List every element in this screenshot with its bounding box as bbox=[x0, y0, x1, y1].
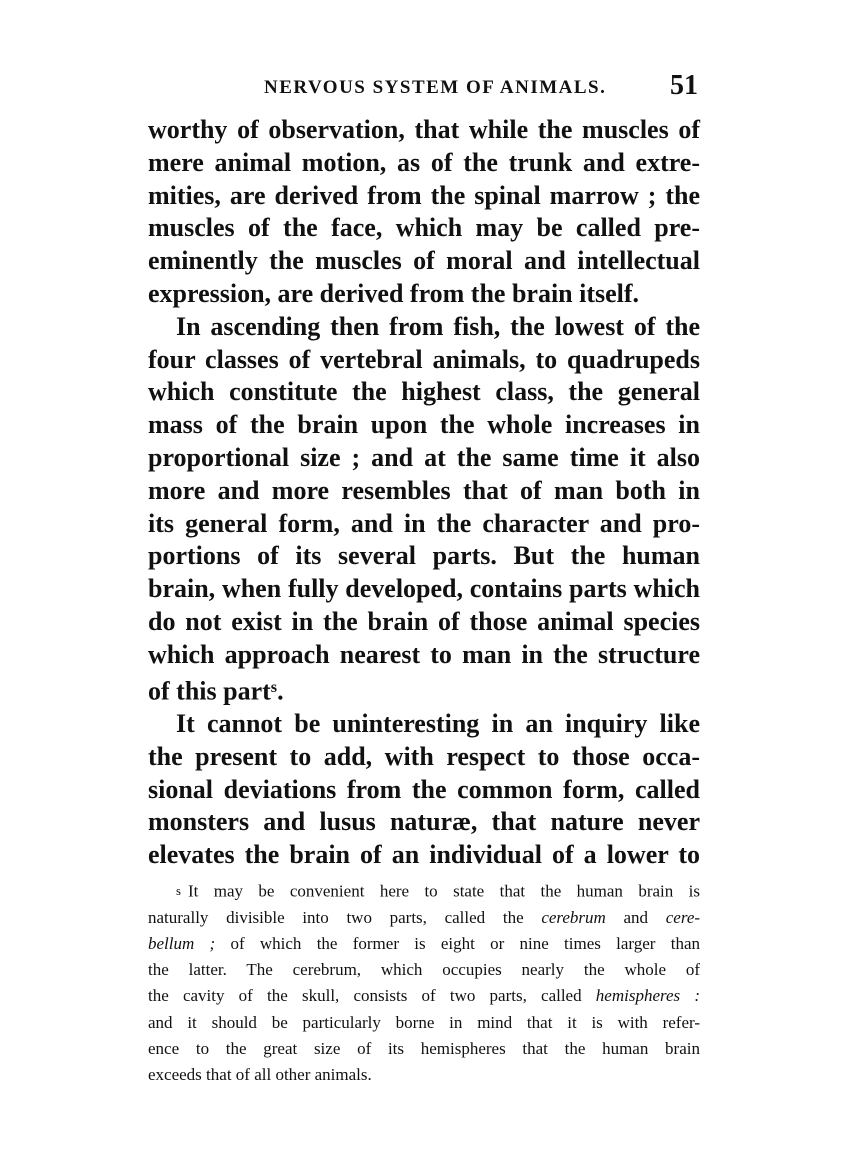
text-line: do not exist in the brain of those animal species bbox=[148, 606, 700, 636]
footnote-text: and bbox=[623, 907, 649, 927]
footnote-text: of which the former is eight or nine times larger than bbox=[230, 933, 701, 953]
page-number: 51 bbox=[670, 70, 698, 101]
text-line: which constitute the highest class, the general bbox=[148, 377, 700, 407]
text-line: its general form, and in the character and pro- bbox=[148, 508, 700, 538]
text-line: sional deviations from the common form, called bbox=[148, 774, 700, 804]
footnote-text: the cavity of the skull, consists of two parts, called bbox=[148, 986, 582, 1006]
footnote-text: It may be convenient here to state that the human brain is bbox=[187, 881, 700, 901]
text-line: the present to add, with respect to those occa- bbox=[148, 741, 700, 771]
running-title: NERVOUS SYSTEM OF ANIMALS. bbox=[264, 77, 607, 98]
term-cerebellum-start: cere- bbox=[665, 907, 701, 927]
term-cerebellum-end: bellum ; bbox=[148, 933, 216, 953]
text-line: mities, are derived from the spinal marrow ; the bbox=[148, 180, 700, 210]
text-line: expression, are derived from the brain itself. bbox=[148, 278, 640, 308]
footnote-line bbox=[148, 931, 700, 957]
footnote-line: the latter. The cerebrum, which occupies nearly the whole of bbox=[148, 960, 700, 980]
text-line: It cannot be uninteresting in an inquiry like bbox=[176, 709, 700, 739]
term-hemispheres: hemispheres : bbox=[595, 986, 700, 1006]
text-line: more and more resembles that of man both in bbox=[148, 475, 700, 505]
paragraph-3 bbox=[148, 708, 700, 872]
footnote-line: exceeds that of all other animals. bbox=[148, 1064, 372, 1084]
text-line-content: of this part bbox=[148, 676, 271, 706]
footnote-line bbox=[148, 983, 700, 1009]
text-line: worthy of observation, that while the muscles of bbox=[148, 115, 700, 144]
text-line: monsters and lusus naturæ, that nature never bbox=[148, 807, 700, 837]
text-line: mass of the brain upon the whole increases in bbox=[148, 410, 700, 440]
text-line: portions of its several parts. But the human bbox=[148, 541, 700, 571]
text-line-end: . bbox=[277, 676, 284, 706]
paragraph-1 bbox=[148, 114, 700, 311]
footnote-reference: s bbox=[270, 678, 278, 696]
footnote-line bbox=[148, 905, 700, 931]
text-line: four classes of vertebral animals, to quadrupeds bbox=[148, 344, 700, 374]
footnote-line bbox=[148, 878, 700, 905]
page-header bbox=[148, 72, 700, 106]
text-line: eminently the muscles of moral and intellectual bbox=[148, 246, 700, 276]
main-text bbox=[148, 114, 700, 872]
text-line: mere animal motion, as of the trunk and extre- bbox=[148, 147, 700, 177]
footnote-line: ence to the great size of its hemispheres that the human brain bbox=[148, 1038, 700, 1058]
paragraph-2 bbox=[148, 311, 700, 708]
text-line: muscles of the face, which may be called pre- bbox=[148, 213, 700, 243]
footnote-line: and it should be particularly borne in mind that it is with refer- bbox=[148, 1012, 700, 1032]
term-cerebrum: cerebrum bbox=[541, 907, 606, 927]
text-line bbox=[148, 672, 700, 709]
text-line: proportional size ; and at the same time it also bbox=[148, 442, 700, 472]
footnote bbox=[148, 878, 700, 1088]
text-line: which approach nearest to man in the structure bbox=[148, 639, 700, 669]
footnote-text: naturally divisible into two parts, called the bbox=[148, 907, 524, 927]
text-line: elevates the brain of an individual of a lower to bbox=[148, 840, 700, 870]
text-line: In ascending then from fish, the lowest of the bbox=[176, 311, 700, 341]
footnote-mark: s bbox=[176, 884, 181, 898]
text-line: brain, when fully developed, contains parts which bbox=[148, 574, 700, 604]
